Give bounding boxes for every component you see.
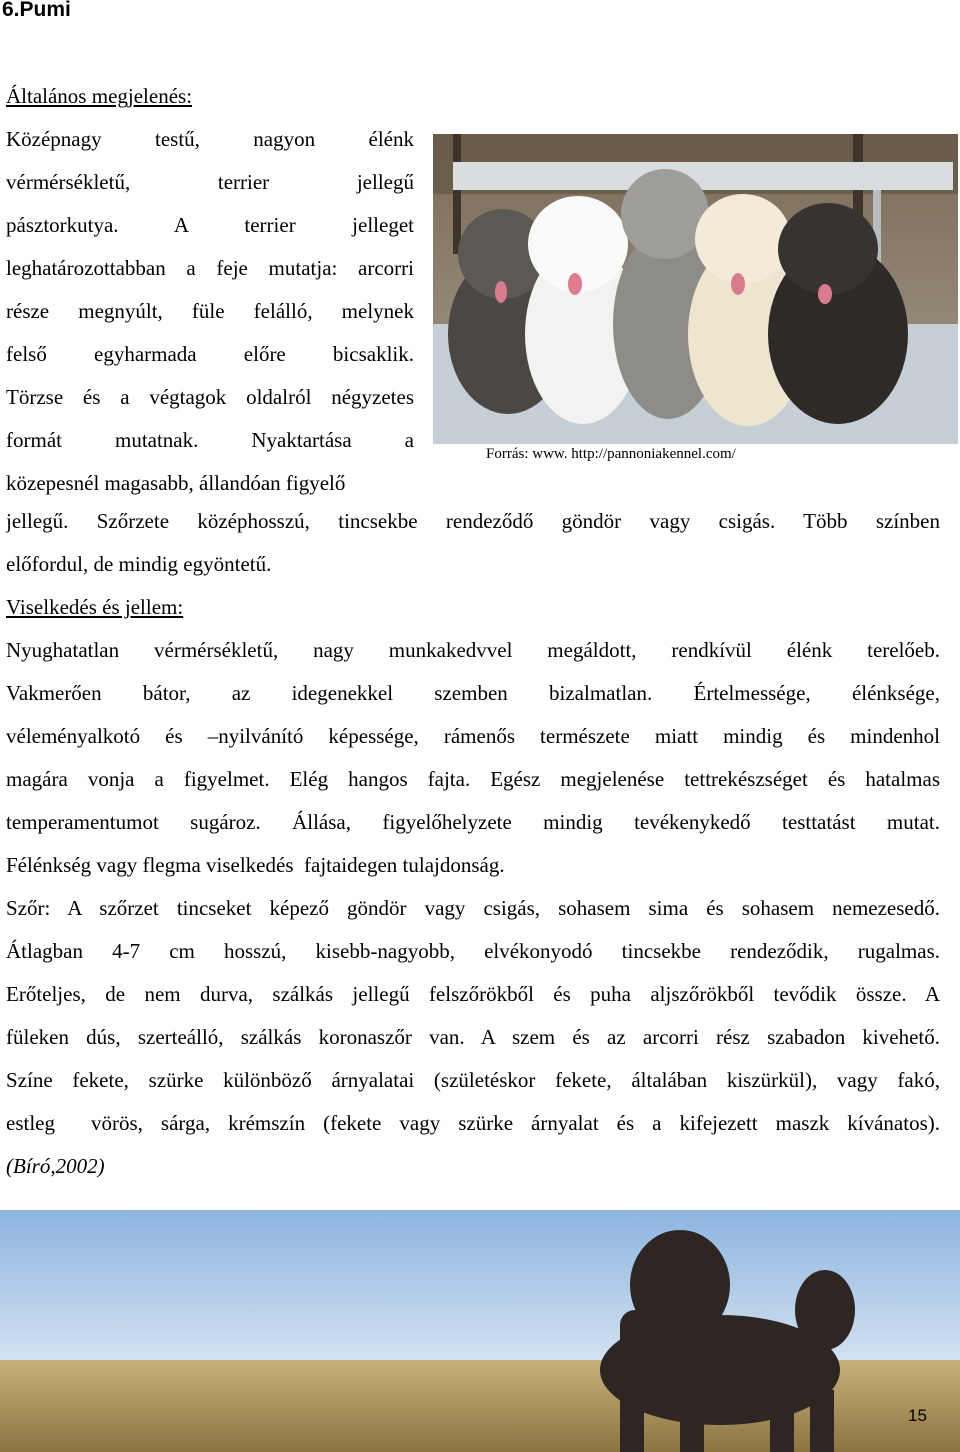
text-line: vérmérsékletű, terrier jellegű <box>6 170 414 194</box>
behavior-heading <box>6 586 940 629</box>
appearance-title: Általános megjelenés: <box>6 84 193 108</box>
text-line: Szőr: A szőrzet tincseket képező göndör vagy csigás, sohasem sima és sohasem nemezesedő. <box>6 896 940 920</box>
text-line: estleg vörös, sárga, krémszín (fekete vagy szürke árnyalat és a kifejezett maszk kívánatos). <box>6 1111 940 1135</box>
coat-paragraph <box>6 887 940 1188</box>
dog-field-photo <box>0 1210 960 1452</box>
text-line: része megnyúlt, füle felálló, melynek <box>6 299 414 323</box>
citation: (Bíró,2002) <box>6 1154 105 1178</box>
photo-caption: Forrás: www. http://pannoniakennel.com/ <box>486 446 736 462</box>
text-line: véleményalkotó és –nyilvánító képessége, rámenős természete miatt mindig és mindenhol <box>6 724 940 748</box>
text-line: leghatározottabban a feje mutatja: arcorri <box>6 256 414 280</box>
text-line: Félénkség vagy flegma viselkedés fajtaidegen tulajdonság. <box>6 853 505 877</box>
text-line: Átlagban 4-7 cm hosszú, kisebb-nagyobb, elvékonyodó tincsekbe rendeződik, rugalmas. <box>6 939 940 963</box>
text-line: Színe fekete, szürke különböző árnyalatai (születéskor fekete, általában kiszürkül), vagy fakó, <box>6 1068 940 1092</box>
text-line: Törzse és a végtagok oldalról négyzetes <box>6 385 414 409</box>
text-line: formát mutatnak. Nyaktartása a <box>6 428 414 452</box>
text-line: Nyughatatlan vérmérsékletű, nagy munkakedvvel megáldott, rendkívül élénk terelőeb. <box>6 638 940 662</box>
text-line: közepesnél magasabb, állandóan figyelő <box>6 471 346 495</box>
text-line: Középnagy testű, nagyon élénk <box>6 127 414 151</box>
text-line: felső egyharmada előre bicsaklik. <box>6 342 414 366</box>
text-line: jellegű. Szőrzete középhosszú, tincsekbe rendeződő göndör vagy csigás. Több színben <box>6 509 940 533</box>
text-line: Erőteljes, de nem durva, szálkás jellegű felszőrökből és puha aljszőrökből tevődik össze. A <box>6 982 940 1006</box>
text-line: előfordul, de mindig egyöntetű. <box>6 552 272 576</box>
text-line: Vakmerően bátor, az idegenekkel szemben bizalmatlan. Értelmessége, élénksége, <box>6 681 940 705</box>
behavior-paragraph <box>6 629 940 887</box>
text-line: magára vonja a figyelmet. Elég hangos fajta. Egész megjelenése tettrekészséget és hatalmas <box>6 767 940 791</box>
appearance-column-text <box>6 118 414 505</box>
page-number: 15 <box>908 1406 927 1425</box>
appearance-continuation <box>6 500 940 586</box>
page-title: 6.Pumi <box>2 0 71 21</box>
text-line: füleken dús, szerteálló, szálkás koronaszőr van. A szem és az arcorri rész szabadon kivehető. <box>6 1025 940 1049</box>
appearance-heading <box>6 75 940 118</box>
table-top <box>453 162 953 190</box>
dogs-group-photo <box>433 134 958 444</box>
text-line: temperamentumot sugároz. Állása, figyelőhelyzete mindig tevékenykedő testtatást mutat. <box>6 810 940 834</box>
behavior-title: Viselkedés és jellem: <box>6 595 184 619</box>
text-line: pásztorkutya. A terrier jelleget <box>6 213 414 237</box>
